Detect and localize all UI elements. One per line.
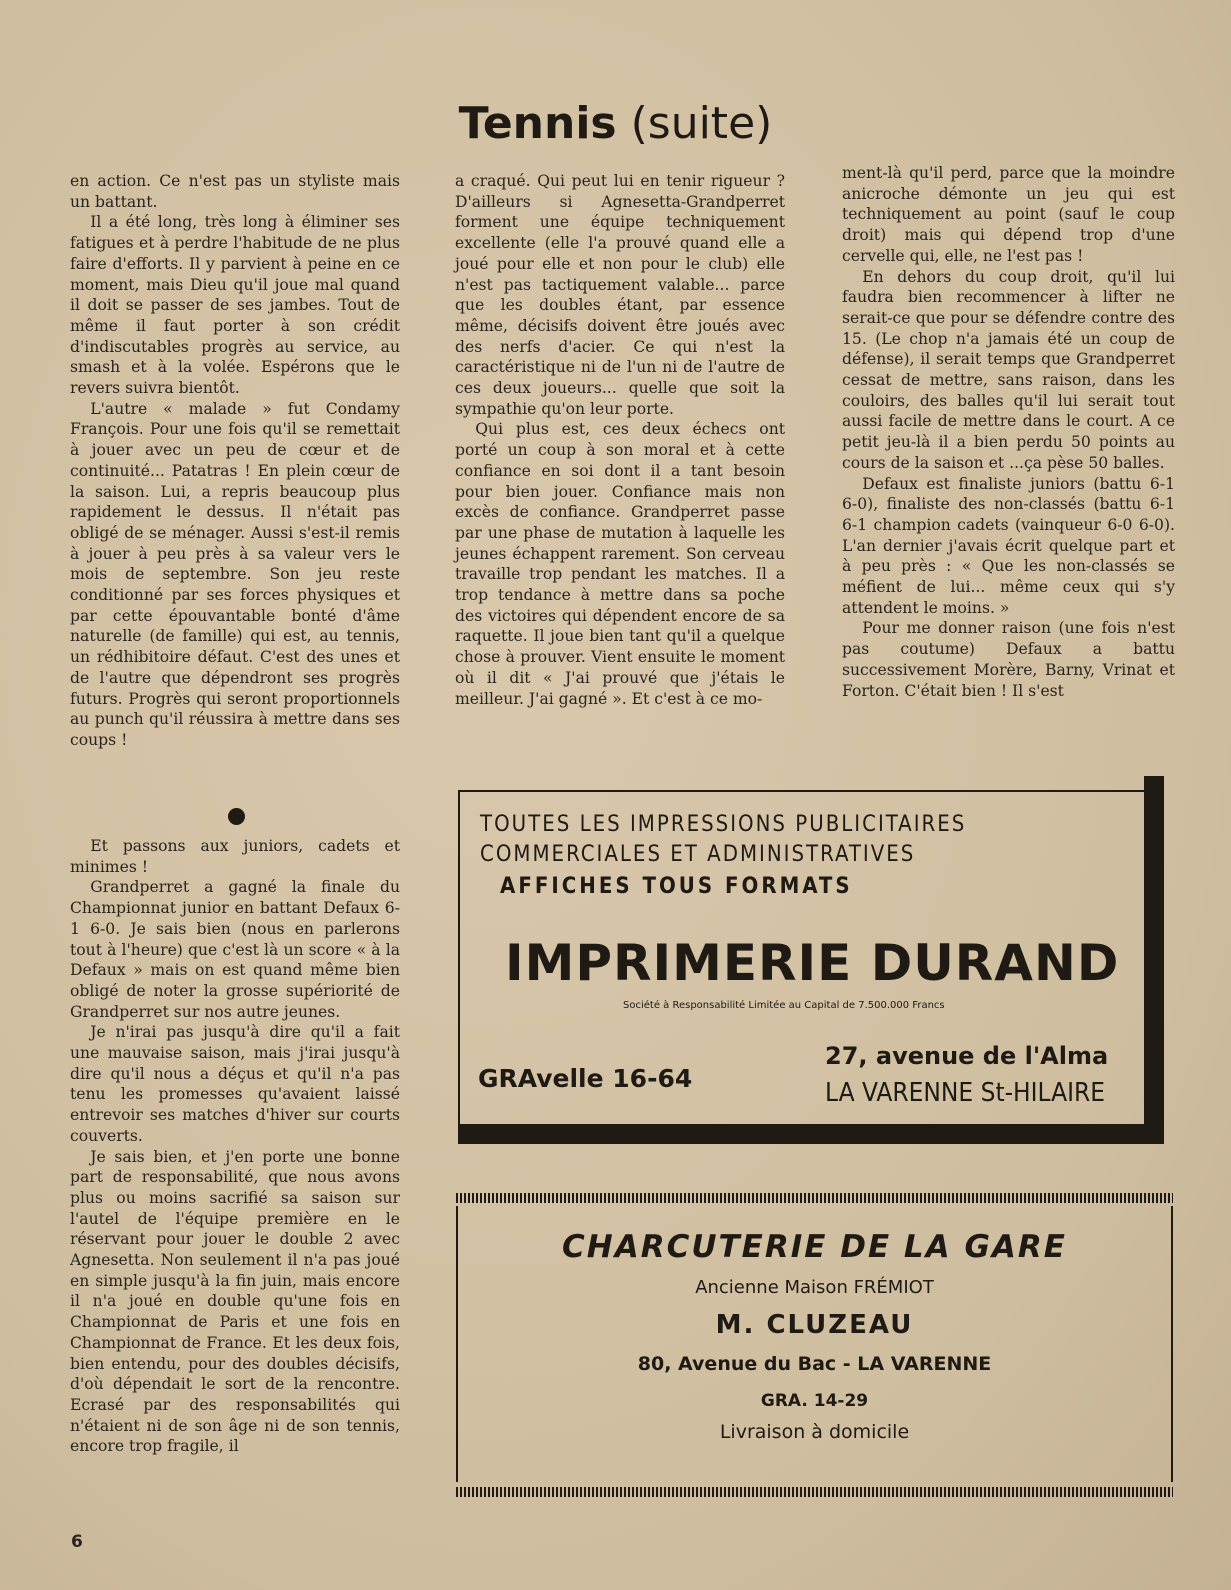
ad-phone: GRA. 14-29 (760, 1391, 869, 1411)
ad-line-1: TOUTES LES IMPRESSIONS PUBLICITAIRES (480, 812, 967, 837)
paragraph: Il a été long, très long à éliminer ses fatigues et à perdre l'habitude de ne plus faire d'efforts. Il y parvient à peine en ce moment, mais Dieu qu'il joue mal quand il doit se passer de ses jambes. Tout de même il faut porter à son crédit d'indiscutables progrès au service, au smash et à la volée. Espérons que le revers suivra bientôt. (70, 213, 400, 398)
page-number: 6 (71, 1532, 83, 1552)
paragraph: en action. Ce n'est pas un styliste mais un battant. (70, 172, 400, 211)
section-separator-dot (228, 808, 245, 825)
ad-address: 80, Avenue du Bac - LA VARENNE (637, 1353, 992, 1375)
paragraph: a craqué. Qui peut lui en tenir rigueur ? D'ailleurs si Agnesetta-Grandperret forment une équipe techniquement excellente (elle l'a prouvé quand elle a joué pour elle et non pour le club) elle n'est pas tactiquement valable... parce que les doubles étant, par essence même, décisifs doivent être joués avec des nerfs d'acier. Ce qui n'est la caractéristique ni de l'un ni de l'autre de ces deux joueurs... quelle que soit la sympathie qu'on leur porte. (455, 172, 785, 418)
ad-address-street: 27, avenue de l'Alma (825, 1042, 1109, 1070)
paragraph: ment-là qu'il perd, parce que la moindre anicroche démonte un jeu qui est techniquement au point (sauf le coup droit) mais qui dépend trop d'une cervelle qui, elle, ne l'est pas ! (842, 164, 1175, 265)
ad-frame (458, 790, 1148, 1140)
ad-hatched-border-bottom (456, 1487, 1173, 1497)
paragraph: Et passons aux juniors, cadets et minimes ! (70, 837, 400, 876)
paragraph: En dehors du coup droit, qu'il lui faudra bien recommencer à lifter ne serait-ce que pour se défendre contre des 15. (Le chop n'a jamais été un coup de défense), il serait temps que Grandperret cessat de mettre, sans raison, dans les couloirs, des balles qu'il lui serait tout aussi facile de mettre dans le court. A ce petit jeu-là il a bien perdu 50 points au cours de la saison et ...ça pèse 50 balles. (842, 267, 1175, 472)
column-1-bottom (70, 836, 400, 1457)
column-1-top (70, 171, 400, 751)
paragraph: Qui plus est, ces deux échecs ont porté un coup à son moral et à cette confiance en soi dont il a tant besoin pour bien jouer. Confiance mais non excès de confiance. Grandperret passe par une phase de mutation à laquelle les jeunes échappent rarement. Son cerveau travaille trop pendant les matches. Il a trop tendance à mettre dans sa poche des victoires qui dépendent encore de sa raquette. Il joue bien tant qu'il a quelque chose à prouver. Vient ensuite le moment où il dit « J'ai prouvé que j'étais le meilleur. J'ai gagné ». Et c'est à ce mo- (455, 420, 785, 708)
paragraph: Pour me donner raison (une fois n'est pas coutume) Defaux a battu successivement Morère, Barny, Vrinat et Forton. C'était bien ! Il s'est (842, 619, 1175, 700)
ad-address-town: LA VARENNE St-HILAIRE (825, 1078, 1106, 1108)
column-3 (842, 163, 1175, 701)
ad-delivery: Livraison à domicile (719, 1421, 910, 1443)
ad-company-name: IMPRIMERIE DURAND (505, 934, 1120, 992)
page-title (0, 98, 1231, 149)
ad-legal-notice: Société à Responsabilité Limitée au Capital de 7.500.000 Francs (623, 1000, 945, 1011)
column-2 (455, 171, 785, 709)
paragraph: L'autre « malade » fut Condamy François. Pour une fois qu'il se remettait à jouer avec un peu de cœur et de continuité... Patatras ! En plein cœur de la saison. Lui, a repris beaucoup plus rapidement le dessus. Il n'était pas obligé de se ménager. Aussi s'est-il remis à jouer à peu près à sa valeur vers le mois de septembre. Son jeu reste conditionné par ses forces physiques et par cette épouvantable bonté d'âme naturelle (de famille) qui est, au tennis, un rédhibitoire défaut. C'est des unes et de l'autre que dépendront ses progrès futurs. Progrès qui seront proportionnels au punch qu'il réussira à mettre dans ses coups ! (70, 399, 400, 749)
title-sub: (suite) (630, 98, 773, 149)
ad-owner: M. CLUZEAU (715, 1310, 914, 1340)
ad-phone: GRAvelle 16-64 (478, 1064, 693, 1093)
ad-hatched-border-top (456, 1193, 1173, 1203)
paragraph: Defaux est finaliste juniors (battu 6-1 6-0), finaliste des non-classés (battu 6-1 6-1 champion cadets (vainqueur 6-0 6-0). L'an dernier j'avais écrit quelque part et à peu près : « Que les non-classés se méfient de lui... même ceux qui s'y attendent le moins. » (842, 474, 1175, 617)
title-main: Tennis (458, 98, 617, 149)
paragraph: Je sais bien, et j'en porte une bonne part de responsabilité, que nous avons plus ou moins sacrifié sa saison sur l'autel de l'équipe première en le réservant pour jouer le double 2 avec Agnesetta. Non seulement il n'a pas joué en simple jusqu'à la fin juin, mais encore il n'a joué en double qu'une fois en Championnat de Paris et une fois en Championnat de France. Et les deux fois, bien entendu, pour des doubles décisifs, d'où dépendait le sort de la rencontre. Ecrasé par des responsabilités qui n'étaient ni de son âge ni de son tennis, encore trop fragile, il (70, 1147, 400, 1456)
ad-line-3: AFFICHES TOUS FORMATS (500, 874, 853, 899)
ad-shop-name: CHARCUTERIE DE LA GARE (562, 1229, 1067, 1265)
paragraph: Grandperret a gagné la finale du Championnat junior en battant Defaux 6-1 6-0. Je sais bien (nous en parlerons tout à l'heure) que c'est là un score « à la Defaux » mais on est quand même bien obligé de noter la grosse supériorité de Grandperret sur nos autre jeunes. (70, 878, 400, 1021)
paragraph: Je n'irai pas jusqu'à dire qu'il a fait une mauvaise saison, mais j'irai jusqu'à dire qu'il nous a déçus et qu'il n'a pas tenu les promesses qu'avaient laissé entrevoir ses matches d'hiver sur courts couverts. (70, 1023, 400, 1145)
ad-line-2: COMMERCIALES ET ADMINISTRATIVES (480, 842, 916, 867)
advertisement-charcuterie (456, 1193, 1173, 1499)
advertisement-imprimerie-durand (458, 790, 1158, 1150)
ad-former-name: Ancienne Maison FRÉMIOT (695, 1277, 934, 1298)
